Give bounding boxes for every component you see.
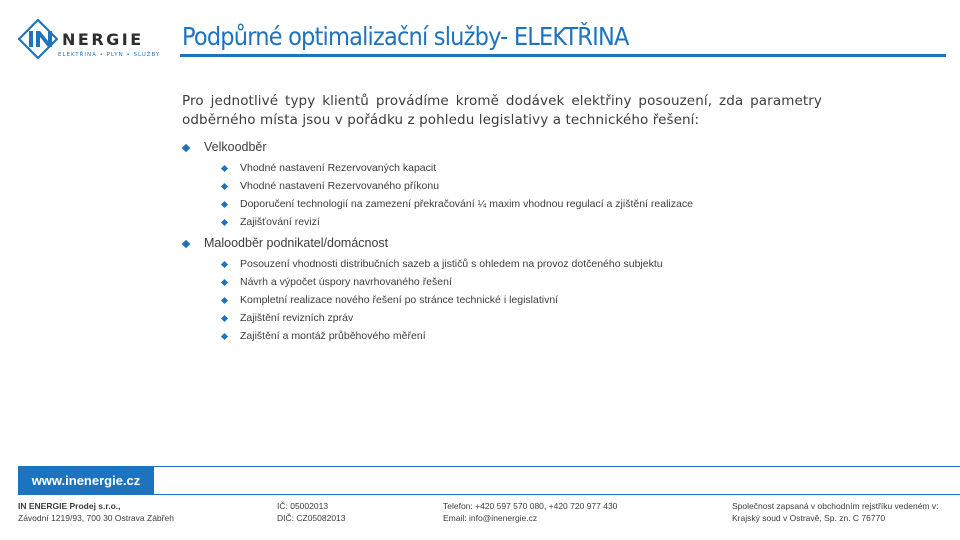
sub-list	[182, 162, 782, 234]
list-item-label: Návrh a výpočet úspory navrhovaného řešení	[240, 276, 452, 288]
diamond-bullet-icon	[221, 315, 228, 322]
logo-tagline: ELEKTŘINA • PLYN • SLUŽBY	[58, 52, 161, 58]
company-dic: DIČ: CZ05082013	[277, 513, 346, 523]
list-item-label: Zajištění a montáž průběhového měření	[240, 330, 426, 342]
diamond-bullet-icon	[182, 240, 190, 248]
diamond-bullet-icon	[182, 144, 190, 152]
company-name: IN ENERGIE Prodej s.r.o.,	[18, 501, 121, 511]
footer-registry	[732, 500, 938, 524]
diamond-bullet-icon	[221, 333, 228, 340]
list-item	[182, 330, 782, 348]
diamond-bullet-icon	[221, 219, 228, 226]
diamond-bullet-icon	[221, 201, 228, 208]
list-item-label: Doporučení technologií na zamezení překračování ¼ maxim vhodnou regulací a zjištění realizace	[240, 198, 693, 210]
section-heading	[182, 236, 782, 254]
list-item	[182, 276, 782, 294]
list-item	[182, 258, 782, 276]
footer-divider	[18, 466, 960, 467]
list-item-label: Vhodné nastavení Rezervovaného příkonu	[240, 180, 440, 192]
list-item	[182, 294, 782, 312]
registry-line: Krajský soud v Ostravě, Sp. zn. C 76770	[732, 513, 886, 523]
list-item-label: Posouzení vhodnosti distribučních sazeb a jističů s ohledem na provoz dotčeného subjektu	[240, 258, 663, 270]
diamond-bullet-icon	[221, 297, 228, 304]
footer-divider	[18, 494, 960, 495]
list-item-label: Zajišťování revizí	[240, 216, 320, 228]
section-velkoodber	[182, 140, 782, 234]
section-heading-label: Velkoodběr	[204, 140, 267, 154]
footer-ids	[277, 500, 346, 524]
company-address: Závodní 1219/93, 700 30 Ostrava Zábřeh	[18, 513, 174, 523]
section-maloodber	[182, 236, 782, 348]
list-item	[182, 162, 782, 180]
list-item-label: Vhodné nastavení Rezervovaných kapacit	[240, 162, 437, 174]
list-item	[182, 312, 782, 330]
list-item-label: Zajištění revizních zpráv	[240, 312, 354, 324]
list-item	[182, 180, 782, 198]
company-ic: IČ: 05002013	[277, 501, 329, 511]
diamond-bullet-icon	[221, 279, 228, 286]
footer-company	[18, 500, 174, 524]
sub-list	[182, 258, 782, 348]
contact-email[interactable]: Email: info@inenergie.cz	[443, 513, 538, 523]
diamond-bullet-icon	[221, 165, 228, 172]
list-item	[182, 216, 782, 234]
contact-phone: Telefon: +420 597 570 080, +420 720 977 430	[443, 501, 618, 511]
list-item-label: Kompletní realizace nového řešení po stránce technické i legislativní	[240, 294, 559, 306]
company-logo	[18, 19, 161, 61]
page-title: Podpůrné optimalizační služby- ELEKTŘINA	[182, 22, 629, 51]
logo-wordmark: NERGIE	[62, 30, 144, 49]
intro-paragraph: Pro jednotlivé typy klientů provádíme kromě dodávek elektřiny posouzení, zda parametry odběrného místa jsou v pořádku z pohledu legislativy a technického řešení:	[182, 93, 822, 128]
diamond-bullet-icon	[221, 183, 228, 190]
website-link[interactable]: www.inenergie.cz	[18, 467, 154, 494]
section-heading-label: Maloodběr podnikatel/domácnost	[204, 236, 389, 250]
diamond-bullet-icon	[221, 261, 228, 268]
title-underline	[180, 54, 946, 57]
in-energie-logo-icon	[18, 19, 58, 59]
footer-contact	[443, 500, 617, 524]
section-heading	[182, 140, 782, 158]
list-item	[182, 198, 782, 216]
registry-line: Společnost zapsaná v obchodním rejstříku vedeném v:	[732, 501, 939, 511]
